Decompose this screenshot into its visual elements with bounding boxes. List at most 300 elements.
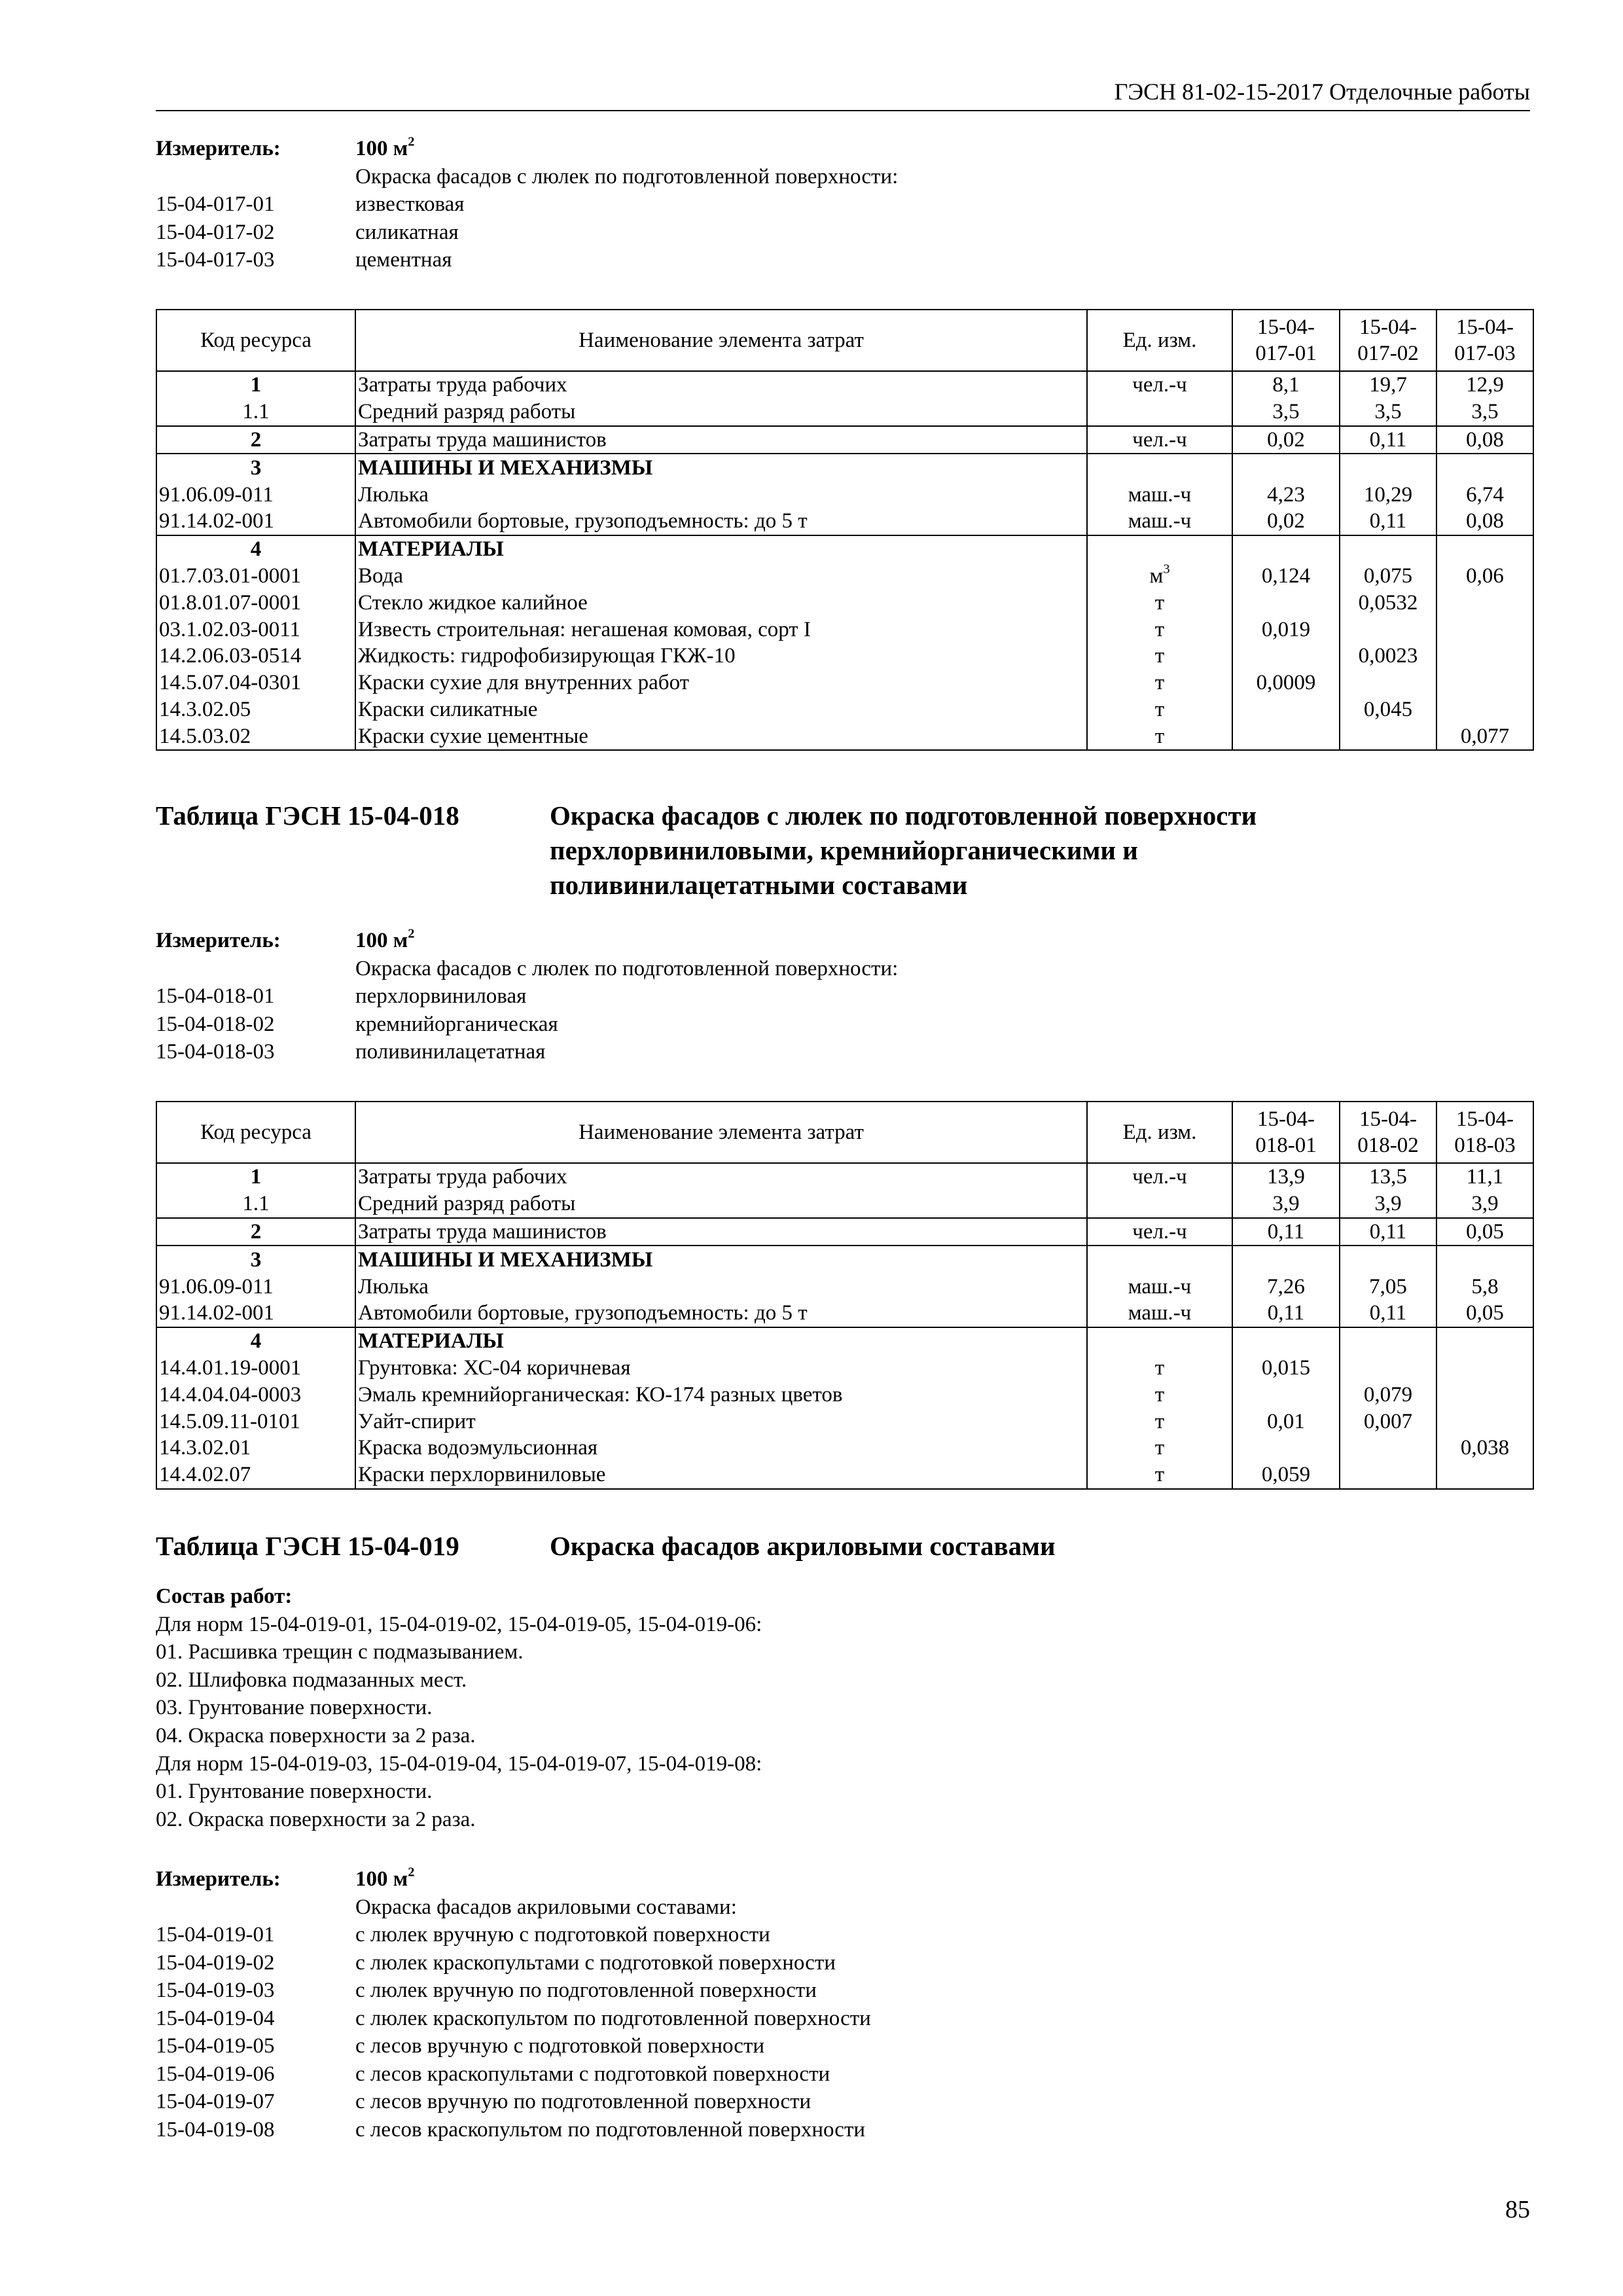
cell-name: Люлька (355, 481, 1087, 508)
cell-name: Эмаль кремнийорганическая: КО-174 разных цветов (355, 1381, 1087, 1408)
cell-name: Краски силикатные (355, 696, 1087, 723)
cell-value-a: 0,02 (1232, 426, 1340, 454)
cell-value-b: 7,05 (1340, 1273, 1436, 1300)
cell-name: Жидкость: гидрофобизирующая ГКЖ-10 (355, 643, 1087, 670)
cell-value-c (1436, 616, 1533, 643)
cell-value-a: 0,01 (1232, 1408, 1340, 1435)
meter-label: Измеритель: (156, 929, 281, 952)
work-composition-line: Для норм 15-04-019-03, 15-04-019-04, 15-04-019-07, 15-04-019-08: (156, 1751, 762, 1776)
table-row (156, 1163, 1533, 1191)
norm-name: известковая (355, 192, 465, 216)
cell-unit: т (1087, 696, 1232, 723)
cell-value-b (1340, 670, 1436, 696)
cell-value-b: 13,5 (1340, 1163, 1436, 1191)
cell-value-b: 0,11 (1340, 1218, 1436, 1246)
cell-code: 3 (156, 1246, 355, 1273)
cell-value-b (1340, 1462, 1436, 1489)
cell-value-c (1436, 1408, 1533, 1435)
col-header-norm-b (1340, 310, 1436, 371)
cell-value-c: 0,06 (1436, 563, 1533, 590)
norm-code: 15-04-017-03 (156, 248, 275, 272)
unit-text: м (1149, 564, 1164, 588)
norm-name: кремнийорганическая (355, 1012, 558, 1036)
table-row (156, 1327, 1533, 1355)
norm-list (156, 1921, 871, 2144)
cell-unit: маш.-ч (1087, 481, 1232, 508)
col-header-line: 15-04- (1359, 315, 1417, 339)
cell-value-a: 0,019 (1232, 616, 1340, 643)
meter-value (355, 135, 898, 163)
table-row (156, 1273, 1533, 1300)
norm-row (156, 2116, 871, 2144)
cell-value-c: 6,74 (1436, 481, 1533, 508)
cell-unit: маш.-ч (1087, 1273, 1232, 1300)
table-row (156, 1246, 1533, 1273)
meter-intro: Окраска фасадов с люлек по подготовленной поверхности: (355, 956, 899, 980)
cell-code: 91.14.02-001 (156, 508, 355, 535)
table-row (156, 696, 1533, 723)
table-title-019 (156, 1529, 1530, 1566)
cell-code: 1.1 (156, 1191, 355, 1218)
meter-row (156, 135, 898, 163)
table-body (156, 371, 1533, 750)
cell-name: Грунтовка: ХС-04 коричневая (355, 1355, 1087, 1382)
cell-value-c (1436, 1355, 1533, 1382)
cell-value-a: 3,9 (1232, 1191, 1340, 1218)
cell-code: 14.4.02.07 (156, 1462, 355, 1489)
cell-name: МАШИНЫ И МЕХАНИЗМЫ (355, 1246, 1087, 1273)
col-header-line: 017-02 (1357, 342, 1419, 365)
cell-value-a (1232, 643, 1340, 670)
norm-code: 15-04-019-02 (156, 1950, 275, 1975)
cell-code: 2 (156, 426, 355, 454)
col-header-unit: Ед. изм. (1087, 1102, 1232, 1163)
cell-unit: т (1087, 1381, 1232, 1408)
table-row (156, 1462, 1533, 1489)
norm-row (156, 1949, 871, 1977)
cell-unit: т (1087, 643, 1232, 670)
cell-unit (1087, 454, 1232, 481)
cell-code: 91.06.09-011 (156, 1273, 355, 1300)
cell-code: 01.7.03.01-0001 (156, 563, 355, 590)
cell-value-a: 8,1 (1232, 371, 1340, 399)
meter-row (156, 927, 898, 955)
meter-intro-spacer (156, 955, 355, 983)
cell-code: 1 (156, 371, 355, 399)
meter-intro-row (156, 163, 898, 191)
cell-name: МАТЕРИАЛЫ (355, 535, 1087, 563)
col-header-norm-c (1436, 1102, 1533, 1163)
norm-name: с лесов краскопультом по подготовленной поверхности (355, 2117, 866, 2142)
cell-value-a: 0,015 (1232, 1355, 1340, 1382)
meter-value (355, 927, 898, 955)
cell-name: Вода (355, 563, 1087, 590)
cell-value-b (1340, 1327, 1436, 1355)
norm-name: силикатная (355, 220, 459, 244)
norm-code: 15-04-019-07 (156, 2090, 275, 2113)
meter-intro-row (156, 1893, 871, 1922)
norm-code: 15-04-019-03 (156, 1979, 275, 2002)
cell-value-b (1340, 1435, 1436, 1462)
cell-unit (1087, 563, 1232, 590)
work-composition-line: 03. Грунтование поверхности. (156, 1696, 433, 1720)
cell-name: Затраты труда машинистов (355, 1218, 1087, 1246)
cell-value-c: 0,05 (1436, 1218, 1533, 1246)
cell-code: 4 (156, 1327, 355, 1355)
cell-value-b: 0,007 (1340, 1408, 1436, 1435)
cell-value-a: 0,11 (1232, 1218, 1340, 1246)
norm-name: цементная (355, 248, 452, 272)
cell-code: 14.5.03.02 (156, 723, 355, 750)
cell-value-c: 0,08 (1436, 426, 1533, 454)
table-row (156, 1355, 1533, 1382)
cell-value-b: 0,045 (1340, 696, 1436, 723)
col-header-norm-a (1232, 310, 1340, 371)
cell-unit: чел.-ч (1087, 426, 1232, 454)
meter-value-text: 100 м (355, 929, 408, 952)
cell-value-a: 13,9 (1232, 1163, 1340, 1191)
cell-value-b: 0,11 (1340, 508, 1436, 535)
table-row (156, 508, 1533, 535)
cell-name: Стекло жидкое калийное (355, 589, 1087, 616)
work-composition-line: Для норм 15-04-019-01, 15-04-019-02, 15-04-019-05, 15-04-019-06: (156, 1612, 762, 1636)
cell-name: Автомобили бортовые, грузоподъемность: до 5 т (355, 1300, 1087, 1327)
resource-table-017 (156, 309, 1534, 751)
table-row (156, 454, 1533, 481)
cell-name: Затраты труда машинистов (355, 426, 1087, 454)
cell-name: Краски сухие цементные (355, 723, 1087, 750)
cell-value-b: 0,079 (1340, 1381, 1436, 1408)
cell-value-a: 0,11 (1232, 1300, 1340, 1327)
work-composition-heading: Состав работ: (156, 1585, 293, 1608)
table-header-row (156, 310, 1533, 371)
meter-intro: Окраска фасадов акриловыми составами: (355, 1895, 737, 1919)
col-header-code: Код ресурса (156, 1102, 355, 1163)
col-header-norm-a (1232, 1102, 1340, 1163)
cell-value-c (1436, 589, 1533, 616)
cell-value-c: 0,08 (1436, 508, 1533, 535)
cell-code: 91.06.09-011 (156, 481, 355, 508)
cell-code: 1 (156, 1163, 355, 1191)
col-header-line: 018-02 (1357, 1134, 1419, 1157)
cell-value-c: 0,038 (1436, 1435, 1533, 1462)
norm-name: с лесов краскопультами с подготовкой поверхности (355, 2062, 830, 2086)
norm-code: 15-04-017-01 (156, 192, 275, 216)
cell-value-c (1436, 1381, 1533, 1408)
cell-unit: маш.-ч (1087, 508, 1232, 535)
norm-row (156, 246, 898, 274)
cell-value-c (1436, 696, 1533, 723)
col-header-line: 15-04- (1456, 1107, 1514, 1131)
table-header-row (156, 1102, 1533, 1163)
norm-row (156, 1977, 871, 2005)
table-row (156, 589, 1533, 616)
work-composition-line: 02. Шлифовка подмазанных мест. (156, 1668, 467, 1692)
meter-label: Измеритель: (156, 137, 281, 160)
cell-value-b: 10,29 (1340, 481, 1436, 508)
col-header-norm-b (1340, 1102, 1436, 1163)
cell-unit: т (1087, 1408, 1232, 1435)
norm-name: с люлек вручную по подготовленной поверхности (355, 1979, 817, 2002)
cell-value-a (1232, 589, 1340, 616)
table-title-line: Окраска фасадов с люлек по подготовленной поверхности (550, 800, 1257, 831)
cell-code: 03.1.02.03-0011 (156, 616, 355, 643)
cell-code: 01.8.01.07-0001 (156, 589, 355, 616)
cell-value-a (1232, 454, 1340, 481)
norm-name: с лесов вручную с подготовкой поверхности (355, 2034, 765, 2058)
cell-value-b: 3,9 (1340, 1191, 1436, 1218)
table-title-line: поливинилацетатными составами (550, 870, 968, 900)
cell-code: 4 (156, 535, 355, 563)
col-header-code: Код ресурса (156, 310, 355, 371)
cell-code: 2 (156, 1218, 355, 1246)
cell-value-b: 19,7 (1340, 371, 1436, 399)
cell-code: 14.3.02.05 (156, 696, 355, 723)
cell-name: Средний разряд работы (355, 399, 1087, 426)
cell-code: 14.3.02.01 (156, 1435, 355, 1462)
norm-code: 15-04-017-02 (156, 220, 275, 244)
norm-name: перхлорвиниловая (355, 984, 527, 1008)
table-row (156, 481, 1533, 508)
norm-name: поливинилацетатная (355, 1040, 546, 1064)
cell-value-a: 0,059 (1232, 1462, 1340, 1489)
table-row (156, 1300, 1533, 1327)
table-title-line: Окраска фасадов акриловыми составами (550, 1531, 1056, 1561)
cell-value-b: 0,11 (1340, 1300, 1436, 1327)
cell-name: Автомобили бортовые, грузоподъемность: до 5 т (355, 508, 1087, 535)
norm-row (156, 982, 898, 1011)
cell-value-b (1340, 723, 1436, 750)
cell-value-a (1232, 1246, 1340, 1273)
cell-unit (1087, 1327, 1232, 1355)
cell-value-c (1436, 1462, 1533, 1489)
table-row (156, 1191, 1533, 1218)
cell-value-a (1232, 1327, 1340, 1355)
cell-unit (1087, 1191, 1232, 1218)
norm-row (156, 2032, 871, 2060)
cell-code: 14.2.06.03-0514 (156, 643, 355, 670)
cell-value-b (1340, 1355, 1436, 1382)
cell-value-b: 0,0023 (1340, 643, 1436, 670)
table-row (156, 1435, 1533, 1462)
cell-unit: т (1087, 1355, 1232, 1382)
norm-name: с люлек вручную с подготовкой поверхности (355, 1923, 770, 1946)
cell-value-a: 4,23 (1232, 481, 1340, 508)
cell-value-c (1436, 1246, 1533, 1273)
cell-unit: т (1087, 616, 1232, 643)
table-row (156, 1408, 1533, 1435)
meter-block-019 (156, 1865, 871, 2144)
work-composition-line: 04. Окраска поверхности за 2 раза. (156, 1723, 476, 1748)
col-header-line: 018-01 (1255, 1134, 1317, 1157)
cell-value-c: 5,8 (1436, 1273, 1533, 1300)
cell-code: 14.4.04.04-0003 (156, 1381, 355, 1408)
table-row (156, 616, 1533, 643)
col-header-line: 017-01 (1255, 342, 1317, 365)
table-row (156, 563, 1533, 590)
cell-code: 14.5.07.04-0301 (156, 670, 355, 696)
meter-intro-row (156, 955, 898, 983)
norm-name: с лесов вручную по подготовленной поверхности (355, 2090, 812, 2113)
cell-value-b (1340, 454, 1436, 481)
cell-value-b (1340, 616, 1436, 643)
meter-block-018 (156, 927, 898, 1066)
table-row (156, 371, 1533, 399)
cell-value-b: 3,5 (1340, 399, 1436, 426)
cell-value-c: 0,05 (1436, 1300, 1533, 1327)
cell-unit: чел.-ч (1087, 1163, 1232, 1191)
norm-list (156, 982, 898, 1066)
meter-value-sup: 2 (408, 134, 415, 149)
cell-unit (1087, 1246, 1232, 1273)
col-header-line: 15-04- (1257, 1107, 1315, 1131)
table-body (156, 1163, 1533, 1489)
cell-value-a: 7,26 (1232, 1273, 1340, 1300)
cell-name: Известь строительная: негашеная комовая, сорт I (355, 616, 1087, 643)
table-row (156, 643, 1533, 670)
running-header: ГЭСН 81-02-15-2017 Отделочные работы (156, 73, 1530, 111)
work-composition (156, 1583, 1530, 1833)
cell-value-c: 12,9 (1436, 371, 1533, 399)
table-row (156, 670, 1533, 696)
cell-value-a: 0,02 (1232, 508, 1340, 535)
cell-value-b (1340, 535, 1436, 563)
work-composition-list (156, 1611, 1530, 1834)
cell-value-a: 0,0009 (1232, 670, 1340, 696)
table-row (156, 723, 1533, 750)
meter-value-text: 100 м (355, 137, 408, 160)
meter-label: Измеритель: (156, 1867, 281, 1891)
cell-value-a: 0,124 (1232, 563, 1340, 590)
table-title-label: Таблица ГЭСН 15-04-018 (156, 800, 459, 831)
cell-unit: т (1087, 1435, 1232, 1462)
cell-value-c: 3,9 (1436, 1191, 1533, 1218)
cell-value-a (1232, 1381, 1340, 1408)
meter-intro-spacer (156, 163, 355, 191)
table-title-text (550, 1529, 1531, 1564)
cell-value-b: 0,075 (1340, 563, 1436, 590)
norm-code: 15-04-018-03 (156, 1040, 275, 1064)
cell-value-c (1436, 643, 1533, 670)
norm-row (156, 1038, 898, 1066)
table-row (156, 1381, 1533, 1408)
cell-value-b: 0,11 (1340, 426, 1436, 454)
norm-code: 15-04-019-06 (156, 2062, 275, 2086)
meter-value (355, 1865, 871, 1893)
table-title-018 (156, 798, 1530, 903)
meter-row (156, 1865, 871, 1893)
meter-block-017 (156, 135, 898, 274)
col-header-line: 017-03 (1454, 342, 1516, 365)
cell-name: Краски сухие для внутренних работ (355, 670, 1087, 696)
norm-name: с люлек краскопультами с подготовкой поверхности (355, 1950, 836, 1975)
table-title-line: перхлорвиниловыми, кремнийорганическими и (550, 835, 1138, 865)
cell-value-c: 3,5 (1436, 399, 1533, 426)
cell-name: Затраты труда рабочих (355, 371, 1087, 399)
col-header-line: 15-04- (1359, 1107, 1417, 1131)
cell-name: Средний разряд работы (355, 1191, 1087, 1218)
cell-name: МАШИНЫ И МЕХАНИЗМЫ (355, 454, 1087, 481)
norm-row (156, 2088, 871, 2116)
cell-unit: маш.-ч (1087, 1300, 1232, 1327)
col-header-line: 15-04- (1456, 315, 1514, 339)
meter-intro-spacer (156, 1893, 355, 1922)
work-composition-line: 01. Грунтование поверхности. (156, 1780, 433, 1804)
table-row (156, 426, 1533, 454)
cell-name: Уайт-спирит (355, 1408, 1087, 1435)
cell-code: 1.1 (156, 399, 355, 426)
norm-code: 15-04-018-02 (156, 1012, 275, 1036)
norm-row (156, 2060, 871, 2089)
col-header-name: Наименование элемента затрат (355, 310, 1087, 371)
cell-code: 3 (156, 454, 355, 481)
col-header-line: 15-04- (1257, 315, 1315, 339)
cell-unit: т (1087, 723, 1232, 750)
norm-code: 15-04-019-01 (156, 1923, 275, 1946)
col-header-unit: Ед. изм. (1087, 310, 1232, 371)
cell-name: Люлька (355, 1273, 1087, 1300)
resource-table-018 (156, 1101, 1534, 1490)
cell-value-a (1232, 696, 1340, 723)
cell-value-b (1340, 1246, 1436, 1273)
meter-value-sup: 2 (408, 1865, 415, 1880)
cell-name: Краски перхлорвиниловые (355, 1462, 1087, 1489)
cell-unit: чел.-ч (1087, 1218, 1232, 1246)
table-row (156, 1218, 1533, 1246)
table-title-label: Таблица ГЭСН 15-04-019 (156, 1531, 459, 1561)
cell-value-a (1232, 535, 1340, 563)
cell-unit (1087, 399, 1232, 426)
cell-value-c (1436, 1327, 1533, 1355)
cell-unit: т (1087, 589, 1232, 616)
cell-value-a (1232, 723, 1340, 750)
norm-code: 15-04-018-01 (156, 984, 275, 1008)
norm-name: с люлек краскопультом по подготовленной поверхности (355, 2006, 871, 2030)
cell-value-c: 11,1 (1436, 1163, 1533, 1191)
col-header-norm-c (1436, 310, 1533, 371)
cell-code: 91.14.02-001 (156, 1300, 355, 1327)
work-composition-line: 01. Расшивка трещин с подмазыванием. (156, 1640, 524, 1664)
cell-unit: т (1087, 1462, 1232, 1489)
col-header-line: 018-03 (1454, 1134, 1516, 1157)
table-title-text (550, 798, 1531, 903)
page-number: 85 (1505, 2196, 1530, 2223)
cell-code: 14.5.09.11-0101 (156, 1408, 355, 1435)
norm-code: 15-04-019-05 (156, 2034, 275, 2058)
cell-value-c (1436, 454, 1533, 481)
meter-intro: Окраска фасадов с люлек по подготовленной поверхности: (355, 164, 899, 188)
cell-name: Затраты труда рабочих (355, 1163, 1087, 1191)
meter-value-sup: 2 (408, 926, 415, 941)
table-row (156, 535, 1533, 563)
cell-name: Краска водоэмульсионная (355, 1435, 1087, 1462)
col-header-name: Наименование элемента затрат (355, 1102, 1087, 1163)
cell-name: МАТЕРИАЛЫ (355, 1327, 1087, 1355)
cell-code: 14.4.01.19-0001 (156, 1355, 355, 1382)
cell-value-b: 0,0532 (1340, 589, 1436, 616)
table-row (156, 399, 1533, 426)
cell-value-c (1436, 535, 1533, 563)
norm-row (156, 1011, 898, 1039)
meter-value-text: 100 м (355, 1867, 408, 1891)
norm-row (156, 219, 898, 247)
cell-value-a (1232, 1435, 1340, 1462)
cell-unit: т (1087, 670, 1232, 696)
norm-code: 15-04-019-04 (156, 2006, 275, 2030)
norm-row (156, 2005, 871, 2033)
unit-sup: 3 (1163, 562, 1170, 577)
work-composition-line: 02. Окраска поверхности за 2 раза. (156, 1807, 476, 1831)
